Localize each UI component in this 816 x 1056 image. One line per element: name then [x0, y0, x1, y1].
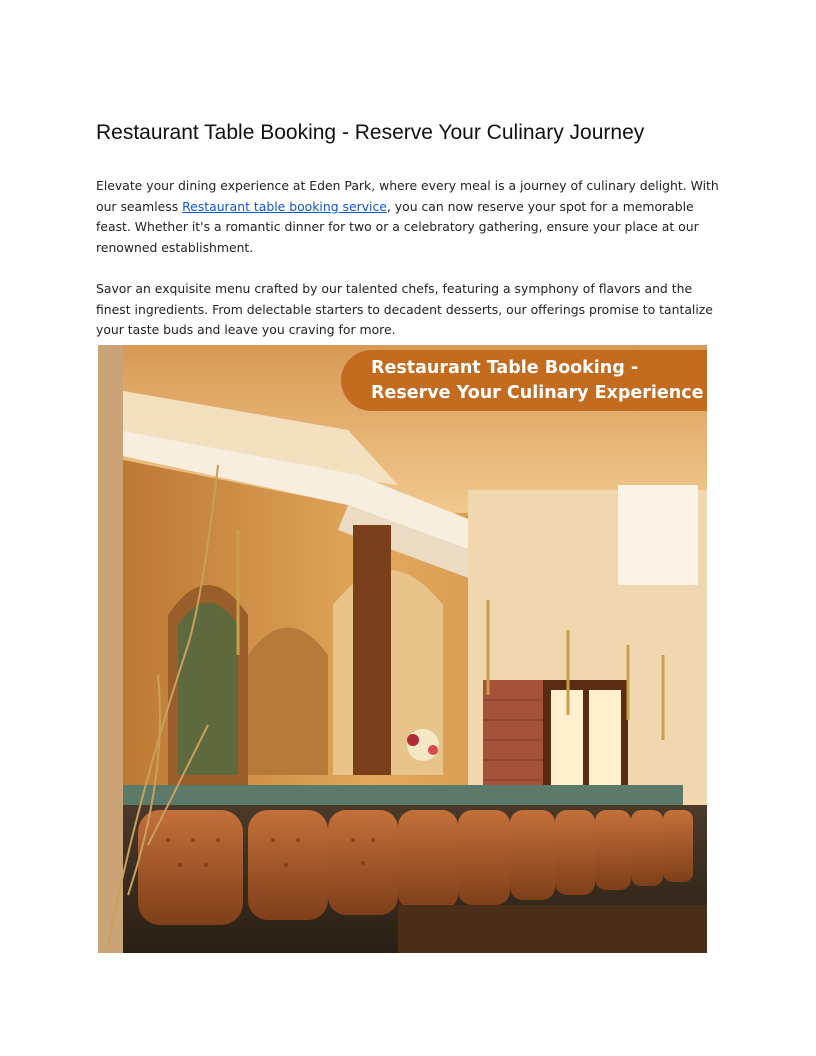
page-title: Restaurant Table Booking - Reserve Your Culinary Journey [96, 121, 645, 144]
banner-line-2: Reserve Your Culinary Experience [371, 383, 704, 403]
intro-paragraph [96, 176, 720, 258]
menu-paragraph: Savor an exquisite menu crafted by our talented chefs, featuring a symphony of flavors and the finest ingredients. From delectable starters to decadent desserts, our offerings promise to tantalize your taste buds and leave you craving for more. [96, 281, 713, 338]
restaurant-interior-image [98, 345, 707, 953]
intro-text-before-link: Elevate your dining experience at Eden Park, where every meal is a journey of culinary delight. With our seamless [96, 178, 719, 214]
intro-text-after-link: , you can now reserve your spot for a memorable feast. Whether it's a romantic dinner for two or a celebratory gathering, ensure your place at our renowned establishment. [96, 198, 699, 255]
banner-line-1: Restaurant Table Booking - [371, 358, 639, 378]
restaurant-table-booking-link[interactable]: Restaurant table booking service [182, 198, 387, 214]
hero-banner [341, 350, 707, 411]
restaurant-interior-illustration [98, 345, 707, 953]
